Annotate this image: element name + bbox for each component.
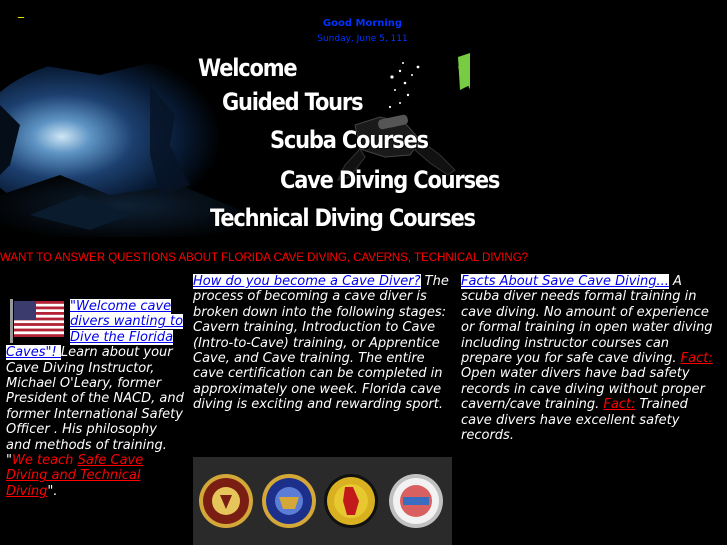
safety-facts-column bbox=[461, 274, 721, 443]
nav-technical-diving-courses-link[interactable]: Technical Diving Courses bbox=[210, 204, 475, 232]
welcome-column bbox=[6, 299, 184, 499]
greeting bbox=[290, 18, 435, 45]
nav-scuba-courses-link[interactable]: Scuba Courses bbox=[270, 126, 428, 154]
nav-guided-tours-link[interactable]: Guided Tours bbox=[222, 88, 363, 116]
greeting-text: Good Morning bbox=[322, 18, 403, 29]
date-text: Sunday, June 5, 111 bbox=[317, 34, 408, 44]
welcome-end-text: ". bbox=[47, 483, 58, 499]
become-cave-diver-text: The process of becoming a cave diver is broken down into the following stages: Cavern training, Introduction to Cave (Intro-to-Cave) training, or Apprentice Cave, and Cave training. The entire cave certification can be completed in approximately one week. Florida cave diving is exciting and rewarding sport. bbox=[193, 274, 449, 413]
nss-logo-icon bbox=[262, 474, 316, 528]
nav-cave-diving-courses-link[interactable]: Cave Diving Courses bbox=[280, 166, 500, 194]
we-teach-text: We teach bbox=[11, 453, 78, 469]
nacd-logo-icon bbox=[199, 474, 253, 528]
fact-link-2[interactable]: Fact: bbox=[603, 397, 636, 413]
us-flag-icon bbox=[10, 299, 66, 343]
cave-diver-column bbox=[193, 274, 455, 413]
facts-text-1: A scuba diver needs formal training in cave diving. No amount of experience or formal training in open water diving including instructor courses can prepare you for safe cave diving. bbox=[461, 274, 713, 367]
welcome-link[interactable]: "Welcome cave divers wanting to Dive the Florida Caves"! bbox=[6, 299, 184, 361]
facts-link[interactable]: Facts About Save Cave Diving... bbox=[461, 274, 669, 289]
facts-text-3: Trained cave divers have excellent safety records. bbox=[461, 397, 688, 444]
questions-link[interactable]: WANT TO ANSWER QUESTIONS ABOUT FLORIDA CAVE DIVING, CAVERNS, TECHNICAL DIVING? bbox=[0, 252, 529, 264]
fact-link-1[interactable]: Fact: bbox=[680, 351, 713, 367]
nav-welcome-link[interactable]: Welcome bbox=[198, 54, 297, 82]
fins-icon bbox=[458, 53, 470, 90]
top-mark: _ bbox=[18, 4, 24, 18]
agency-logos bbox=[193, 457, 452, 545]
agency-logo-icon bbox=[389, 474, 443, 528]
safe-cave-diving-link[interactable]: Safe Cave Diving and Technical Diving bbox=[6, 453, 144, 499]
diver-logo-icon bbox=[324, 474, 378, 528]
welcome-text: Learn about your Cave Diving Instructor, Michael O'Leary, former President of the NACD, and former International Safety Officer . His philosophy and methods of training. " bbox=[6, 345, 184, 469]
logos-svg bbox=[193, 457, 452, 545]
facts-text-2: Open water divers have bad safety records in cave diving without proper cavern/cave training. bbox=[461, 366, 705, 413]
become-cave-diver-link[interactable]: How do you become a Cave Diver? bbox=[193, 274, 421, 289]
